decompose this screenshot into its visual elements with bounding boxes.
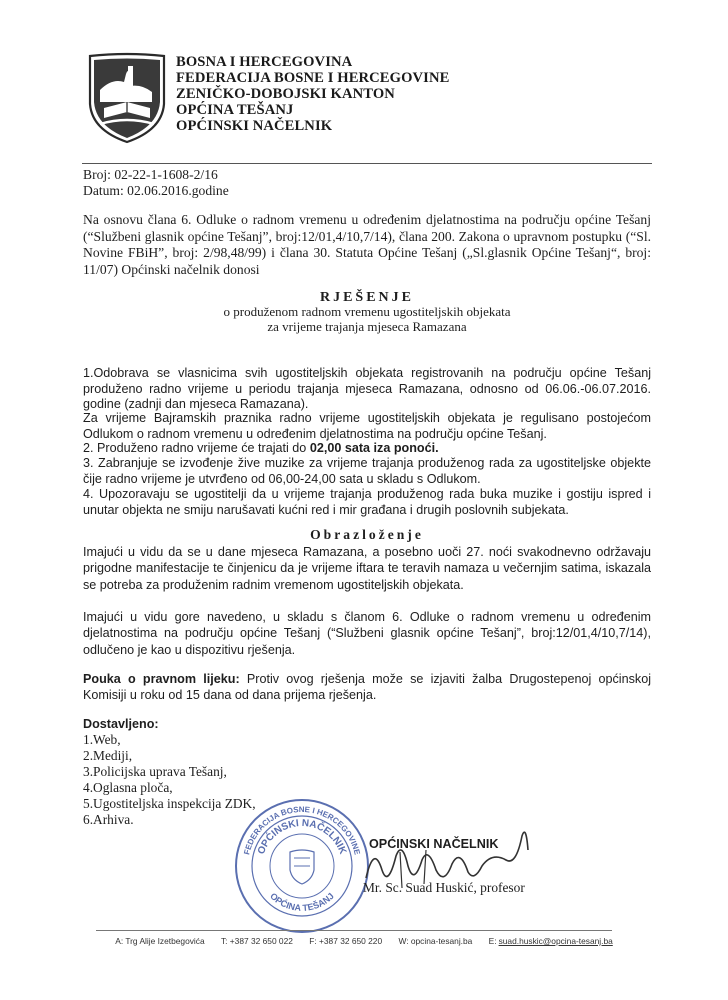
legal-remedy-label: Pouka o pravnom lijeku:: [83, 672, 240, 686]
signatory-title: OPĆINSKI NAČELNIK: [369, 837, 499, 851]
delivered-to-item-2: 2.Mediji,: [83, 748, 133, 763]
footer-phone: T: +387 32 650 022: [220, 936, 293, 946]
stamp-ring-top: FEDERACIJA BOSNE I HERCEGOVINE: [242, 804, 362, 856]
item-1: 1.Odobrava se vlasnicima svih ugostiteljskih objekata registrovanih na području općine Tešanj produženo radno vrijeme u periodu trajanja mjeseca Ramazana, odnosno od 06.06.-06.07.2016. godine (zadnji dan mjeseca Ramazana).: [83, 366, 651, 412]
item-4: 4. Upozoravaju se ugostitelji da u vrijeme trajanja produženog rada buka muzike i gostiju ispred i unutar objekta ne smiju narušavati kućni red i mir građana i drugih poslovnih subjekata.: [83, 487, 651, 517]
delivered-to-item-5: 5.Ugostiteljska inspekcija ZDK,: [83, 796, 256, 811]
header-line-4: OPĆINA TEŠANJ: [176, 102, 294, 118]
footer-divider: [96, 930, 612, 931]
stamp-ring-bottom: OPĆINA TEŠANJ: [268, 890, 336, 913]
title-sub-1: o produženom radnom vremenu ugostiteljskih objekata: [223, 304, 511, 319]
signatory-name: Mr. Sc. Suad Huskić, profesor: [363, 880, 525, 895]
item-1b: Za vrijeme Bajramskih praznika radno vrijeme ugostiteljskih objekata je regulisano postojećom Odlukom o radnom vremenu u određenim djelatnostima na području općine Tešanj.: [83, 411, 651, 441]
item-3: 3. Zabranjuje se izvođenje žive muzike za vrijeme trajanja produženog rada za ugostiteljske objekte čije radno vrijeme je utvrđeno od 06,00-24,00 sata u skladu s Odlukom.: [83, 456, 651, 486]
header-divider: [82, 163, 652, 164]
title-sub-2: za vrijeme trajanja mjeseca Ramazana: [267, 319, 467, 334]
header-line-3: ZENIČKO-DOBOJSKI KANTON: [176, 86, 395, 102]
document-title: RJEŠENJE: [319, 290, 415, 305]
header-line-1: BOSNA I HERCEGOVINA: [176, 54, 353, 70]
item-2-text: 2. Produženo radno vrijeme će trajati do: [83, 441, 307, 455]
item-2-bold: 02,00 sata iza ponoći.: [309, 441, 439, 455]
coat-of-arms-logo: [86, 52, 168, 144]
document-date: Datum: 02.06.2016.godine: [83, 183, 229, 198]
delivered-to-item-3: 3.Policijska uprava Tešanj,: [83, 764, 227, 779]
explanation-heading: Obrazloženje: [310, 527, 424, 542]
explanation-paragraph-2: Imajući u vidu gore navedeno, u skladu s članom 6. Odluke o radnom vremenu u određenim djelatnostima na području općine Tešanj (“Službeni glasnik općine Tešanj”, broj:12/01,4/10,7/14), odlučeno je kao u dispozitivu rješenja.: [83, 610, 651, 657]
handwritten-signature: [356, 826, 536, 896]
footer-address: A: Trg Alije Izetbegovića: [115, 936, 205, 946]
header-line-5: OPĆINSKI NAČELNIK: [176, 118, 333, 134]
intro-paragraph: Na osnovu člana 6. Odluke o radnom vremenu u određenim djelatnostima na području općine Tešanj (“Službeni glasnik općine Tešanj”, broj:12/01,4/10,7/14), člana 200. Zakona o upravnom postupku (“Sl. Novine FBiH”, broj: 2/98,48/99) i člana 30. Statuta Općine Tešanj („Sl.glasnik Općine Tešanj“, broj: 11/07) Općinski načelnik donosi: [83, 212, 651, 277]
delivered-to-item-6: 6.Arhiva.: [83, 812, 134, 827]
footer-fax: F: +387 32 650 220: [309, 936, 383, 946]
item-2: [83, 441, 651, 457]
delivered-to-item-4: 4.Oglasna ploča,: [83, 780, 173, 795]
delivered-to-label: Dostavljeno:: [83, 717, 159, 731]
header-line-2: FEDERACIJA BOSNE I HERCEGOVINE: [176, 70, 450, 86]
official-stamp: [232, 796, 372, 936]
document-number: Broj: 02-22-1-1608-2/16: [83, 167, 218, 182]
footer-web[interactable]: W: opcina-tesanj.ba: [398, 936, 473, 946]
delivered-to-item-1: 1.Web,: [83, 732, 121, 747]
footer: [0, 936, 728, 946]
explanation-paragraph-1: Imajući u vidu da se u dane mjeseca Ramazana, a posebno uoči 27. noći svakodnevno održavaju prigodne manifestacije te činjenicu da je vrijeme iftara te teravih namaza u večernjim satima, iskazala se potreba za produženim radnim vremenom ugostiteljskih objekata.: [83, 545, 651, 592]
footer-email-label: E:: [488, 936, 497, 946]
footer-email[interactable]: suad.huskic@opcina-tesanj.ba: [498, 936, 613, 946]
legal-remedy-text: Protiv ovog rješenja može se izjaviti žalba Drugostepenoj općinskoj Komisiji u roku od 15 dana od dana prijema rješenja.: [83, 672, 651, 703]
stamp-ring-mid: OPĆINSKI NAČELNIK: [255, 817, 349, 856]
legal-remedy: [83, 671, 651, 704]
